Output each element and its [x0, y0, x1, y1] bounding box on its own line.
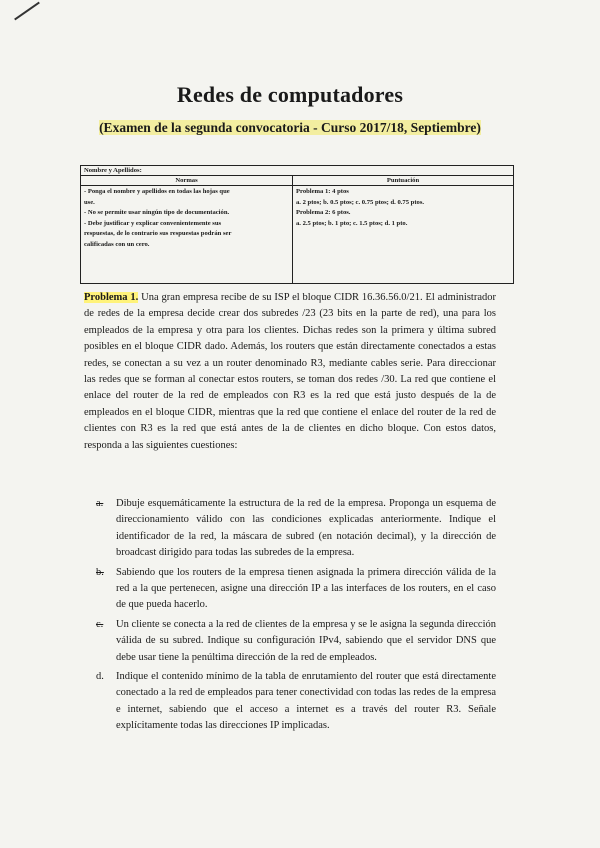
score-line: Problema 1: 4 ptos [296, 188, 349, 195]
problem-label: Problema 1. [84, 292, 139, 303]
scores-cell [293, 186, 514, 284]
question-text: Dibuje esquemáticamente la estructura de la red de la empresa. Proponga un esquema de direccionamiento válido con las condiciones explicadas anteriormente. Indique el identificador de la red, la máscara de subred (en notación decimal), y la dirección de broadcast dirigido para todas las subredes de la empresa. [116, 498, 496, 559]
rules-header: Normas [81, 176, 293, 186]
rule-line: use. [84, 198, 95, 206]
subtitle-text: (Examen de la segunda convocatoria - Curso 2017/18, Septiembre) [99, 120, 481, 135]
question-label: a. [96, 498, 104, 509]
score-line: a. 2 ptos; b. 0.5 ptos; c. 0.75 ptos; d. 0.75 ptos. [296, 198, 425, 206]
score-line: Problema 2: 6 ptos. [296, 209, 351, 216]
question-item [96, 617, 496, 666]
question-label: b. [96, 566, 104, 578]
question-text: Indique el contenido mínimo de la tabla de enrutamiento del router que está directamente conectado a la red de empleados para tener conectividad con todas las redes de la empresa e internet, sabiendo que el acceso a internet es a través del router R3. Señale explícitamente todas las direcciones IP implicadas. [116, 671, 496, 732]
question-item [96, 496, 496, 562]
rule-line: respuestas, de lo contrario sus respuestas podrán ser [84, 230, 232, 237]
question-item [96, 669, 496, 735]
exam-subtitle [0, 120, 580, 136]
info-table [80, 165, 514, 284]
question-label: d. [96, 671, 104, 683]
rule-line: - No se permite usar ningún tipo de documentación. [84, 209, 230, 216]
question-text: Un cliente se conecta a la red de clientes de la empresa y se le asigna la segunda dirección válida de su subred. Indique su configuración IPv4, sabiendo que el servidor DNS que debe usar tiene la penúltima dirección de la red de empleados. [116, 618, 496, 663]
rule-line: - Ponga el nombre y apellidos en todas las hojas que [84, 188, 230, 195]
rules-cell [81, 186, 293, 284]
problem-text: Una gran empresa recibe de su ISP el bloque CIDR 16.36.56.0/21. El administrador de redes de la empresa decide crear dos subredes /23 (23 bits en la parte de red), una para los empleados de la empresa y otra para los clientes. Dichas redes son la primera y última subred posibles en el bloque CIDR dado. Además, los routers que están directamente conectados a estas redes, se conectan a su vez a un router denominado R3, mediante cables serie. Para direccionar las redes que se forman al conectar estos routers, se toman dos redes /30. La red que contiene el enlace del router de la red de empleados con R3 es la red que está justo después de la de empleados en el bloque CIDR, mientras que la red que contiene el enlace del router de la red de clientes con R3 es la red que está antes de la de clientes en dicho bloque. Con estos datos, responda a las siguientes cuestiones: [84, 292, 496, 451]
rule-line: calificadas con un cero. [84, 240, 150, 248]
question-item [96, 565, 496, 614]
question-label: c. [96, 618, 104, 630]
rule-line: - Debe justificar y explicar convenientemente sus [84, 219, 222, 227]
pen-mark [14, 2, 40, 21]
problem-1-statement [84, 290, 496, 454]
question-text: Sabiendo que los routers de la empresa tienen asignada la primera dirección válida de la red a la que pertenecen, asigne una dirección IP a las interfaces de los routers, en el caso de que pueda hacerlo. [116, 566, 496, 611]
question-list [96, 496, 496, 738]
name-field-label: Nombre y Apellidos: [81, 166, 514, 176]
page-title: Redes de computadores [176, 82, 404, 107]
score-header: Puntuación [293, 176, 514, 186]
score-line: a. 2.5 ptos; b. 1 pto; c. 1.5 ptos; d. 1 pto. [296, 219, 408, 227]
